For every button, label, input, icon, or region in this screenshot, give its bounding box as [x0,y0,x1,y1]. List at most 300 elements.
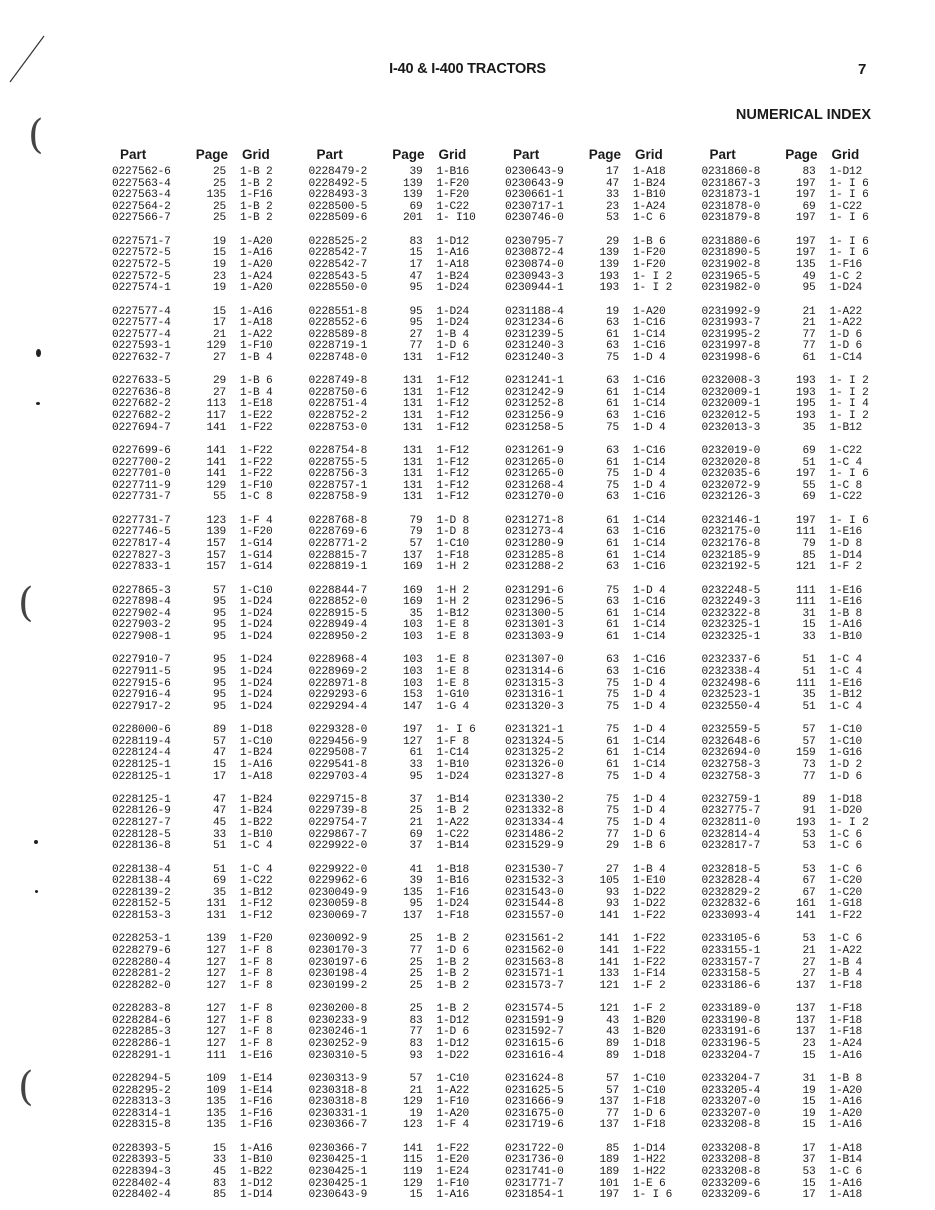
page: 35 [802,689,816,702]
grid: 1-A16 [829,1119,863,1132]
index-row [112,841,293,853]
row-group [309,376,490,434]
grid: 1-C22 [829,200,863,213]
grid: 1-E16 [829,677,863,690]
part-number: 0228757-1 [308,479,368,492]
part-number: 0227731-7 [112,491,171,504]
page: 41 [409,863,423,876]
grid: 1-G14 [240,549,273,562]
grid: 1-B16 [436,875,470,888]
grid: 1-D24 [240,689,273,702]
page: 15 [802,1119,816,1132]
part-number: 0228152-5 [112,898,171,911]
page: 127 [206,1014,226,1027]
part-number: 0231291-6 [505,584,564,597]
grid: 1-D24 [240,654,273,667]
page: 139 [402,177,423,190]
page: 131 [402,456,423,469]
grid: 1-C10 [829,724,863,737]
page: 61 [605,386,619,399]
grid: 1-E16 [829,584,863,597]
grid: 1-F22 [240,445,273,458]
grid: 1-D18 [829,793,863,806]
page: 95 [409,898,423,911]
grid: 1- I 2 [829,386,869,399]
grid: 1-E16 [240,1049,273,1062]
part-number: 0231316-1 [505,689,564,702]
part-number: 0231234-6 [505,317,564,330]
page: 17 [605,166,619,178]
index-row [505,702,686,714]
grid: 1-B 6 [633,235,666,248]
row-group [309,1144,490,1202]
row-group [112,1004,293,1062]
grid: 1-B 8 [829,1072,863,1085]
grid: 1-G18 [829,898,863,911]
grid: 1-H 2 [436,584,470,597]
grid: 1-E 8 [436,677,470,690]
part-number: 0227865-3 [112,584,171,597]
part-number: 0232818-5 [701,863,761,876]
grid: 1-F12 [240,898,273,911]
page: 75 [605,677,619,690]
grid: 1-F16 [829,258,863,271]
part-number: 0233157-7 [701,956,761,969]
grid: 1-F12 [240,910,273,923]
row-group [309,516,490,574]
grid: 1-D18 [633,1049,666,1062]
grid: 1-D12 [240,1177,273,1190]
grid: 1-D 8 [829,538,863,551]
page: 67 [802,886,816,899]
part-number: 0228295-2 [112,1084,171,1097]
grid: 1-D 4 [633,793,666,806]
page: 127 [206,968,226,981]
grid: 1-C14 [633,398,666,411]
part-number: 0228971-8 [308,677,368,690]
grid: 1-F20 [633,258,666,271]
page: 21 [802,305,816,318]
grid: 1-A20 [829,1084,863,1097]
page: 193 [599,270,619,283]
row-group [309,655,490,713]
binder-hole-mark: ( [28,112,44,158]
part-number: 0227898-4 [112,596,171,609]
grid-header: Grid [438,147,467,162]
page: 53 [802,828,816,841]
grid: 1-C 8 [240,491,273,504]
part-number: 0228127-7 [112,817,171,830]
page: 57 [409,1072,423,1085]
index-row [112,283,293,295]
page: 45 [212,1165,226,1178]
part-number: 0233209-6 [701,1189,761,1202]
page: 89 [605,1049,619,1062]
page: 19 [212,282,226,295]
page: 141 [206,456,226,469]
page: 63 [605,561,619,574]
part-number: 0233105-6 [701,933,761,946]
page: 139 [599,247,619,260]
index-row [112,702,293,714]
page: 27 [802,956,816,969]
part-number: 0232248-5 [701,584,761,597]
grid: 1-F12 [436,398,470,411]
page: 25 [409,933,423,946]
part-number: 0227902-4 [112,607,171,620]
part-number: 0233189-0 [701,1003,761,1016]
grid: 1-D 6 [436,1026,470,1039]
grid: 1-B 4 [436,328,470,341]
grid: 1-F10 [436,1177,470,1190]
part-number: 0227699-6 [112,445,171,458]
grid: 1-D 6 [436,340,470,353]
grid: 1-B24 [633,177,666,190]
page: 137 [402,910,423,923]
page: 21 [409,817,423,830]
grid: 1-C 6 [829,933,863,946]
part-number: 0230943-3 [505,270,564,283]
row-group [112,237,293,295]
grid: 1-F18 [829,1014,863,1027]
part-number: 0229739-8 [308,805,368,818]
page: 105 [599,875,619,888]
page: 95 [409,305,423,318]
page: 95 [212,596,226,609]
part-number: 0232829-2 [701,886,761,899]
page: 61 [605,735,619,748]
page: 77 [605,828,619,841]
part-number: 0227572-5 [112,270,171,283]
grid: 1-G 4 [436,700,470,713]
page: 103 [402,665,423,678]
grid: 1-A22 [829,305,863,318]
row-group [505,446,686,504]
part-number: 0230199-2 [308,979,368,992]
grid: 1-D24 [436,898,470,911]
page: 127 [402,735,423,748]
grid: 1-B 4 [829,968,863,981]
grid: 1-C14 [633,607,666,620]
index-row [702,818,883,830]
grid: 1-B 2 [240,177,273,190]
part-number: 0230310-5 [308,1049,368,1062]
index-row [702,946,883,958]
part-number: 0227731-7 [112,514,171,527]
part-number: 0228282-0 [112,979,171,992]
grid: 1-D20 [829,805,863,818]
page: 197 [795,468,816,481]
part-number: 0231902-8 [701,258,761,271]
page: 15 [212,247,226,260]
part-number: 0228949-4 [308,619,368,632]
part-number: 0229293-6 [308,689,368,702]
page: 61 [605,549,619,562]
grid: 1-A24 [829,1037,863,1050]
page: 15 [409,1189,423,1202]
page: 53 [802,840,816,853]
part-number: 0227593-1 [112,340,171,353]
grid: 1-A20 [633,305,666,318]
part-number: 0231982-0 [701,282,761,295]
grid: 1-C14 [633,549,666,562]
index-row [505,1120,686,1132]
grid: 1-D12 [829,166,863,178]
page: 53 [802,863,816,876]
page: 55 [212,491,226,504]
part-number: 0231666-9 [505,1096,564,1109]
speck-mark [36,402,40,405]
page: 195 [795,398,816,411]
page: 33 [212,828,226,841]
part-number: 0231592-7 [505,1026,564,1039]
grid: 1-C16 [633,375,666,388]
index-row [309,167,490,179]
page: 131 [402,445,423,458]
page: 77 [802,328,816,341]
part-number: 0229541-8 [308,758,368,771]
row-group [309,795,490,853]
part-number: 0227700-2 [112,456,171,469]
part-number: 0231252-8 [505,398,564,411]
part-number: 0232775-7 [701,805,761,818]
part-number: 0228125-1 [112,793,171,806]
page: 93 [409,1049,423,1062]
index-row [505,725,686,737]
page: 131 [206,910,226,923]
index-row [112,981,293,993]
part-number: 0231562-0 [505,945,564,958]
grid: 1-D22 [633,886,666,899]
row-group [112,586,293,644]
page: 45 [212,817,226,830]
row-group [702,1074,883,1132]
column-header [702,146,883,163]
part-number: 0231543-0 [505,886,564,899]
row-group [112,934,293,992]
row-group [112,516,293,574]
index-row [112,167,293,179]
grid: 1-B24 [240,793,273,806]
page: 127 [206,945,226,958]
grid: 1- I 2 [633,270,673,283]
grid: 1-F22 [633,956,666,969]
page: 17 [802,1142,816,1155]
part-number: 0227910-7 [112,654,171,667]
part-number: 0228285-3 [112,1026,171,1039]
index-row [112,1074,293,1086]
part-number: 0228550-0 [308,282,368,295]
index-row [309,446,490,458]
grid: 1-D 4 [633,805,666,818]
page: 75 [605,421,619,434]
grid: 1-C22 [829,445,863,458]
part-number: 0227636-8 [112,386,171,399]
page: 95 [409,317,423,330]
index-row [702,411,883,423]
grid: 1-B 4 [829,956,863,969]
part-number: 0231616-4 [505,1049,564,1062]
page: 77 [802,770,816,783]
page: 33 [802,630,816,643]
grid: 1- I 6 [829,468,869,481]
part-number: 0233204-7 [701,1049,761,1062]
part-number: 0232192-5 [701,561,761,574]
part-number: 0230425-1 [308,1177,368,1190]
page: 25 [409,1003,423,1016]
part-number: 0228284-6 [112,1014,171,1027]
page: 109 [206,1084,226,1097]
grid: 1-B12 [829,421,863,434]
index-row [702,760,883,772]
page: 113 [206,398,226,411]
index-row [309,1167,490,1179]
part-number: 0233190-8 [701,1014,761,1027]
index-row [702,423,883,435]
index-column [505,146,686,1202]
grid: 1-C20 [829,886,863,899]
page: 161 [795,898,816,911]
page: 75 [605,700,619,713]
index-row [505,411,686,423]
page: 57 [802,735,816,748]
grid: 1-B 2 [436,979,470,992]
part-number: 0232008-3 [701,375,761,388]
part-number: 0228758-9 [308,491,368,504]
page: 75 [605,817,619,830]
grid: 1-A18 [436,258,470,271]
part-number: 0227701-0 [112,468,171,481]
part-number: 0233158-5 [701,968,761,981]
grid: 1-F12 [436,386,470,399]
index-row [309,1039,490,1051]
row-group [505,586,686,644]
index-row [309,841,490,853]
page: 169 [402,596,423,609]
index-row [309,1190,490,1202]
grid: 1-A16 [240,305,273,318]
page: 27 [605,863,619,876]
grid: 1-A20 [829,1107,863,1120]
grid: 1-H22 [633,1154,666,1167]
page: 133 [599,968,619,981]
page: 141 [206,421,226,434]
grid: 1-B 4 [240,386,273,399]
page: 129 [402,1096,423,1109]
grid: 1-F12 [436,421,470,434]
grid: 1-H 2 [436,596,470,609]
part-number: 0230643-9 [505,177,564,190]
page: 15 [212,305,226,318]
index-row [112,760,293,772]
part-number: 0227915-6 [112,677,171,690]
row-group [702,725,883,783]
page: 23 [605,200,619,213]
part-number: 0232126-3 [701,491,761,504]
page: 57 [802,724,816,737]
grid: 1-C22 [436,200,470,213]
grid: 1-C14 [633,630,666,643]
part-number: 0231270-0 [505,491,564,504]
part-number: 0232498-6 [701,677,761,690]
row-group [702,1144,883,1202]
page: 189 [599,1165,619,1178]
part-number: 0231880-6 [701,235,761,248]
part-number: 0232559-5 [701,724,761,737]
grid: 1-C10 [436,1072,470,1085]
part-number: 0232338-4 [701,665,761,678]
section-title: NUMERICAL INDEX [735,107,871,123]
index-row [112,690,293,702]
grid: 1-D24 [240,607,273,620]
part-number: 0230643-9 [505,166,564,178]
row-group [309,237,490,295]
part-number: 0228500-5 [308,200,368,213]
part-number: 0230059-8 [308,898,368,911]
page: 135 [206,1096,226,1109]
page: 47 [409,270,423,283]
page: 57 [409,538,423,551]
grid: 1-B10 [436,758,470,771]
part-number: 0231280-9 [505,538,564,551]
page: 51 [212,863,226,876]
grid: 1-A22 [436,1084,470,1097]
index-row [702,772,883,784]
grid: 1-F 8 [240,956,273,969]
page: 79 [802,538,816,551]
page: 89 [802,793,816,806]
part-number: 0231239-5 [505,328,564,341]
grid: 1-B 4 [633,863,666,876]
part-number: 0231675-0 [505,1107,564,1120]
row-group [505,655,686,713]
index-row [505,213,686,225]
page: 89 [212,724,226,737]
grid: 1-G14 [240,538,273,551]
part-number: 0228589-8 [308,328,368,341]
grid: 1-C14 [633,758,666,771]
index-row [702,690,883,702]
part-number: 0231265-0 [505,456,564,469]
part-number: 0231332-8 [505,805,564,818]
part-number: 0232175-0 [701,526,761,539]
page: 63 [605,445,619,458]
page: 101 [599,1177,619,1190]
grid: 1-F16 [436,886,470,899]
page: 67 [802,875,816,888]
grid: 1-F12 [436,445,470,458]
page: 141 [599,945,619,958]
page: 47 [605,177,619,190]
page: 131 [402,386,423,399]
part-number: 0228492-5 [308,177,368,190]
index-row [505,1074,686,1086]
grid: 1-A16 [436,247,470,260]
grid: 1-F14 [633,968,666,981]
page: 137 [599,1119,619,1132]
grid: 1-D 6 [829,770,863,783]
grid: 1-A20 [240,282,273,295]
page: 201 [402,212,423,225]
grid: 1-C 4 [240,863,273,876]
row-group [702,586,883,644]
grid: 1- I 2 [633,282,673,295]
part-number: 0233208-8 [701,1165,761,1178]
part-number: 0228844-7 [308,584,368,597]
grid: 1-A18 [829,1189,863,1202]
part-number: 0228279-6 [112,945,171,958]
page: 77 [409,945,423,958]
